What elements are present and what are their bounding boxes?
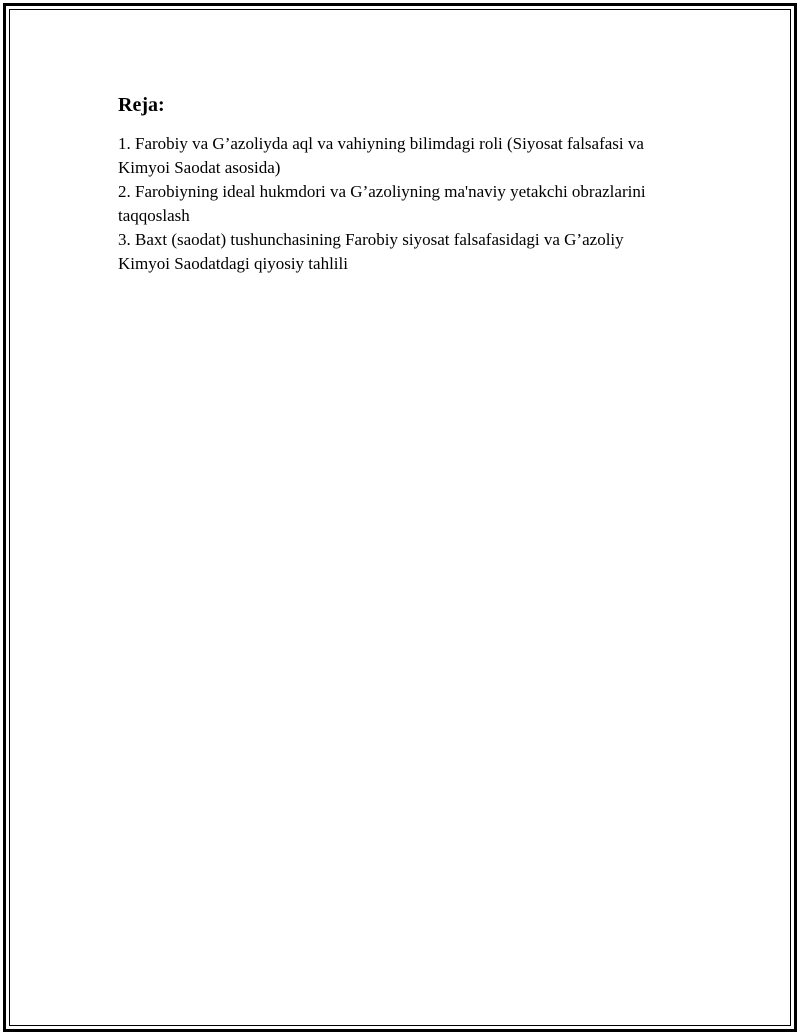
plan-list — [118, 132, 678, 276]
plan-item: 1. Farobiy va G’azoliyda aql va vahiyning bilimdagi roli (Siyosat falsafasi va Kimyoi Saodat asosida) — [118, 134, 644, 177]
page-content — [118, 92, 678, 276]
plan-item: 3. Baxt (saodat) tushunchasining Farobiy siyosat falsafasidagi va G’azoliy Kimyoi Saodatdagi qiyosiy tahlili — [118, 230, 624, 273]
plan-item: 2. Farobiyning ideal hukmdori va G’azoliyning ma'naviy yetakchi obrazlarini taqqoslash — [118, 182, 646, 225]
plan-heading: Reja: — [118, 94, 165, 116]
